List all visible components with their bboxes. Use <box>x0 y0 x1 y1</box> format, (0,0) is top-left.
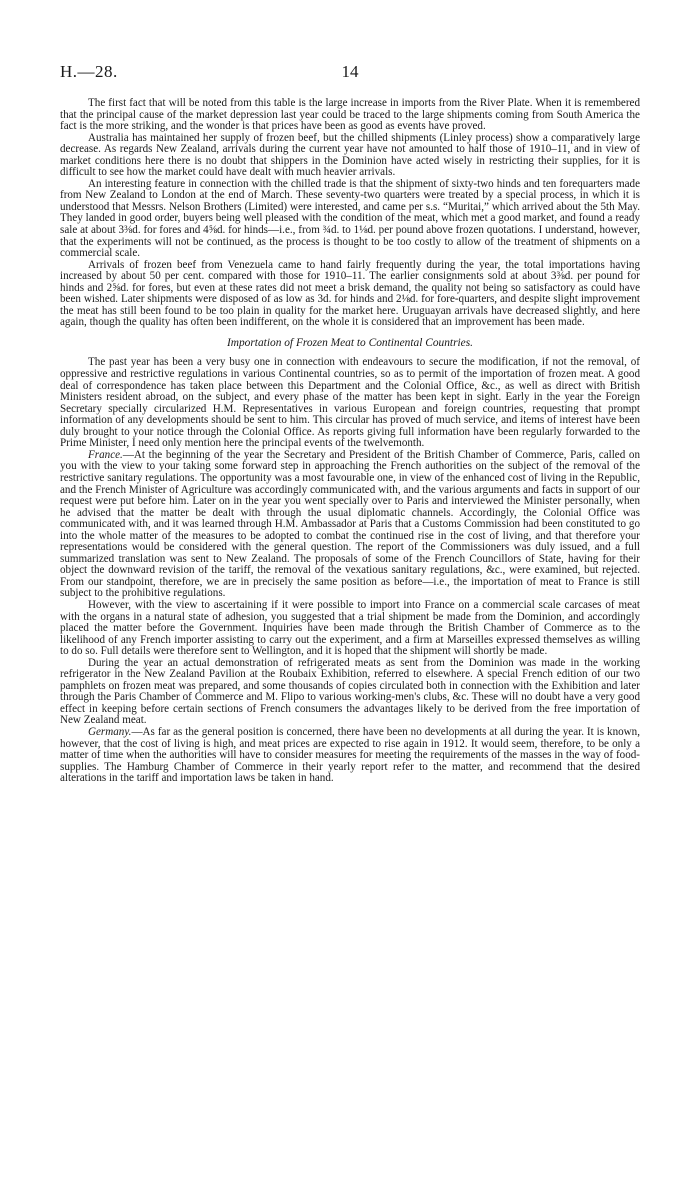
paragraph-text: Australia has maintained her supply of frozen beef, but the chilled shipments (Linley process) show a comparatively large decrease. As regards New Zealand, arrivals during the current year have not amounted to half those of 1910–11, and in view of market conditions here there is no doubt that shippers in the Dominion have acted wisely in restricting their supplies, for it is difficult to see how the market could have dealt with much heavier arrivals. <box>60 131 640 179</box>
paragraphs-before <box>60 98 640 329</box>
paragraph <box>60 133 640 179</box>
page-number: 14 <box>341 62 359 81</box>
paragraph-text: —As far as the general position is concerned, there have been no developments at all during the year. It is known, however, that the cost of living is high, and meat prices are expected to rise again in 1912. It would seem, therefore, to be only a matter of time when the authorities will have to consider measures for meeting the requirements of the masses in the way of food-supplies. The Hamburg Chamber of Commerce in their yearly report refer to the matter, and recommend that the desired alterations in the tariff and importation laws be taken in hand. <box>60 725 640 785</box>
paragraph-text: The past year has been a very busy one in connection with endeavours to secure the modification, if not the removal, of oppressive and restrictive regulations in various Continental countries, so as to permit of the importation of frozen meat. A good deal of correspondence has taken place between this Department and the Colonial Office, &c., as well as direct with British Ministers resident abroad, on the subject, and every phase of the matter has been kept in sight. Early in the year the Foreign Secretary specially circularized H.M. Representatives in various European and foreign countries, requesting that prompt information of any developments should be sent to him. This circular has proved of much service, and items of interest have been duly brought to your notice through the Colonial Office. As reports giving full information have been regularly forwarded to the Prime Minister, I need only mention here the principal events of the twelvemonth. <box>60 356 640 450</box>
paragraph <box>60 600 640 658</box>
paragraph-text: An interesting feature in connection with the chilled trade is that the shipment of sixty-two hinds and ten forequarters made from New Zealand to London at the end of March. These seventy-two quarters were treated by a special process, in which it is understood that Messrs. Nelson Brothers (Limited) were interested, and came per s.s. “Muritai,” which arrived about the 5th May. They landed in good order, buyers being well pleased with the condition of the meat, which met a good market, and found a ready sale at about 3⅜d. for fores and 4⅝d. for hinds—i.e., from ¾d. to 1⅛d. per pound above frozen quotations. I understand, however, that the experiments will not be continued, as the process is thought to be too costly to allow of the treatment of shipments on a commercial scale. <box>60 177 640 260</box>
section-heading: Importation of Frozen Meat to Continental Countries. <box>226 336 474 349</box>
paragraph <box>60 179 640 260</box>
paragraph-text: Arrivals of frozen beef from Venezuela came to hand fairly frequently during the year, the total importations having increased by about 50 per cent. compared with those for 1910–11. The earlier consignments sold at about 3⅜d. per pound for hinds and 2⅝d. for fores, but even at these rates did not meet a brisk demand, the quality not being so satisfactory as could have been wished. Later shipments were disposed of as low as 3d. for hinds and 2⅛d. for fore-quarters, and despite slight improvement the meat has still been found to be too plain in quality for the market here. Uruguayan arrivals have decreased slightly, and here again, though the quality has often been indifferent, on the whole it is considered that an improvement has been made. <box>60 258 640 329</box>
paragraph <box>60 98 640 133</box>
paragraph-lead: Germany. <box>88 725 132 738</box>
paragraph-text: However, with the view to ascertaining if it were possible to import into France on a commercial scale carcases of meat with the organs in a natural state of adhesion, you suggested that a trial shipment be made from the Dominion, and accordingly placed the matter before the Government. Inquiries have been made through the British Chamber of Commerce as to the likelihood of any French importer assisting to carry out the experiment, and a firm at Marseilles expressed themselves as willing to do so. Full details were therefore sent to Wellington, and it is hoped that the shipment will shortly be made. <box>60 598 640 658</box>
paragraphs-after <box>60 357 640 784</box>
report-reference: H.—28. <box>60 62 118 81</box>
paragraph-lead: France. <box>88 448 123 461</box>
paragraph <box>60 727 640 785</box>
paragraph-text: —At the beginning of the year the Secretary and President of the British Chamber of Commerce, Paris, called on you with the view to your taking some forward step in approaching the French authorities on the subject of the removal of the restrictive sanitary regulations. The opportunity was a most favourable one, in view of the enhanced cost of living in the Republic, and the French Minister of Agriculture was accordingly communicated with, and the various arguments and facts in support of our request were put before him. Later on in the year you went specially over to Paris and interviewed the Minister personally, when he advised that the matter be dealt with through the usual diplomatic channels. Accordingly, the Colonial Office was communicated with, and it was learned through H.M. Ambassador at Paris that a Customs Commission had been constituted to go into the whole matter of the measures to be adopted to combat the continued rise in the cost of living, and that therefore your representations would be considered with the general question. The report of the Commissioners was duly issued, and a full summarized translation was sent to New Zealand. The proposals of some of the French Councillors of State, having for their object the downward revision of the tariff, the removal of the vexatious sanitary regulations, &c., were examined, but rejected. From our standpoint, therefore, we are in precisely the same position as before—i.e., the importation of meat to France is still subject to the prohibitive regulations. <box>60 448 640 600</box>
paragraph <box>60 450 640 600</box>
paragraph <box>60 260 640 329</box>
body-text <box>60 98 640 785</box>
page-header <box>60 62 640 86</box>
paragraph-text: The first fact that will be noted from this table is the large increase in imports from the River Plate. When it is remembered that the principal cause of the market depression last year could be traced to the large shipments coming from South America the fact is the more striking, and the wonder is that prices have been as good as events have proved. <box>60 97 640 133</box>
paragraph <box>60 357 640 449</box>
paragraph <box>60 658 640 727</box>
paragraph-text: During the year an actual demonstration of refrigerated meats as sent from the Dominion was made in the working refrigerator in the New Zealand Pavilion at the Roubaix Exhibition, referred to elsewhere. A special French edition of our two pamphlets on frozen meat was prepared, and some thousands of copies circulated both in connection with the Exhibition and later through the Paris Chamber of Commerce and M. Flipo to various working-men's clubs, &c. These will no doubt have a very good effect in keeping before certain sections of French consumers the advantages likely to be derived from the free importation of New Zealand meat. <box>60 656 640 727</box>
